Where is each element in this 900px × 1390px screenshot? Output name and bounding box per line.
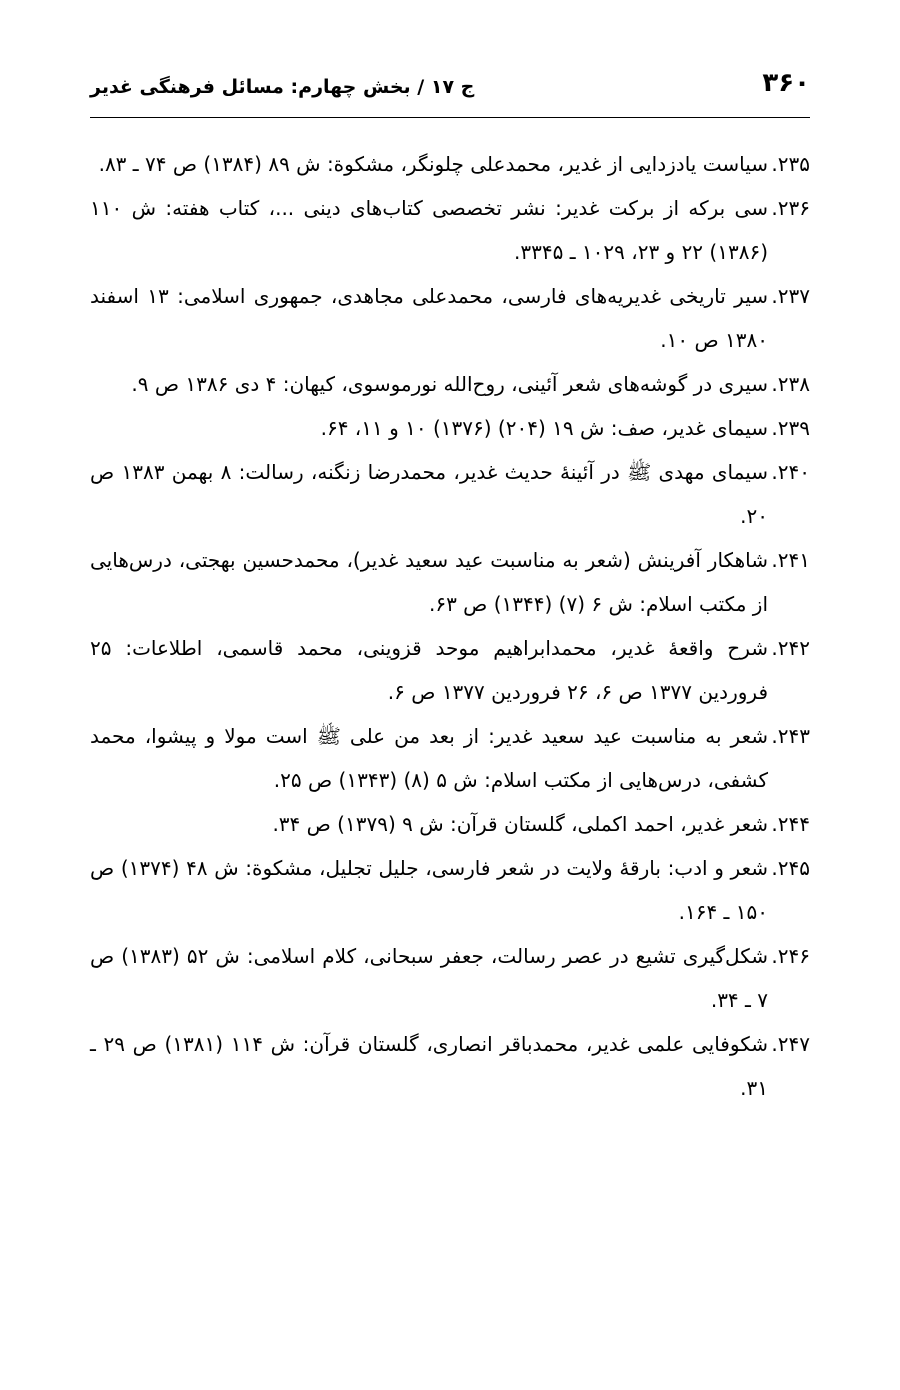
entry-text: شرح واقعهٔ غدیر، محمدابراهیم موحد قزوینی، محمد قاسمی، اطلاعات: ۲۵ فروردین ۱۳۷۷ ص ۶، ۲۶ فروردین ۱۳۷۷ ص ۶. bbox=[90, 636, 768, 704]
entry-text: شکوفایی علمی غدیر، محمدباقر انصاری، گلستان قرآن: ش ۱۱۴ (۱۳۸۱) ص ۲۹ ـ ۳۱. bbox=[90, 1032, 768, 1100]
page-number: ۳۶۰ bbox=[762, 68, 810, 98]
entry-number: ۲۳۸. bbox=[771, 372, 810, 396]
entry-number: ۲۳۹. bbox=[771, 416, 810, 440]
header-rule bbox=[90, 117, 810, 118]
entry-text: شعر و ادب: بارقهٔ ولایت در شعر فارسی، جلیل تجلیل، مشکوة: ش ۴۸ (۱۳۷۴) ص ۱۵۰ ـ ۱۶۴. bbox=[90, 856, 768, 924]
entry-text: سیمای مهدی ﷺ در آئینهٔ حدیث غدیر، محمدرضا زنگنه، رسالت: ۸ بهمن ۱۳۸۳ ص ۲۰. bbox=[90, 460, 768, 528]
entry-number: ۲۴۷. bbox=[771, 1032, 810, 1056]
bibliography-entry bbox=[90, 274, 810, 362]
entry-number: ۲۴۲. bbox=[771, 636, 810, 660]
entry-text: سیمای غدیر، صف: ش ۱۹ (۲۰۴) (۱۳۷۶) ۱۰ و ۱۱، ۶۴. bbox=[320, 416, 768, 440]
entry-text: سیری در گوشه‌های شعر آئینی، روح‌الله نورموسوی، کیهان: ۴ دی ۱۳۸۶ ص ۹. bbox=[131, 372, 768, 396]
bibliography-entry bbox=[90, 538, 810, 626]
bibliography-entry bbox=[90, 362, 810, 406]
running-title: ج ۱۷ / بخش چهارم: مسائل فرهنگی غدیر bbox=[90, 76, 475, 98]
entry-text: شکل‌گیری تشیع در عصر رسالت، جعفر سبحانی، کلام اسلامی: ش ۵۲ (۱۳۸۳) ص ۷ ـ ۳۴. bbox=[90, 944, 768, 1012]
entry-number: ۲۴۵. bbox=[771, 856, 810, 880]
bibliography-entry bbox=[90, 142, 810, 186]
entry-text: شعر غدیر، احمد اکملی، گلستان قرآن: ش ۹ (۱۳۷۹) ص ۳۴. bbox=[272, 812, 768, 836]
bibliography-entry bbox=[90, 406, 810, 450]
entry-text: سیاست یادزدایی از غدیر، محمدعلی چلونگر، مشکوة: ش ۸۹ (۱۳۸۴) ص ۷۴ ـ ۸۳. bbox=[98, 152, 768, 176]
page-header bbox=[90, 60, 810, 112]
bibliography-entry bbox=[90, 802, 810, 846]
bibliography-entry bbox=[90, 1022, 810, 1110]
entry-text: شاهکار آفرینش (شعر به مناسبت عید سعید غدیر)، محمدحسین بهجتی، درس‌هایی از مکتب اسلام: ش ۶ (۷) (۱۳۴۴) ص ۶۳. bbox=[90, 548, 768, 616]
entry-number: ۲۴۳. bbox=[771, 724, 810, 748]
entry-number: ۲۳۶. bbox=[771, 196, 810, 220]
entry-text: سیر تاریخی غدیریه‌های فارسی، محمدعلی مجاهدی، جمهوری اسلامی: ۱۳ اسفند ۱۳۸۰ ص ۱۰. bbox=[90, 284, 768, 352]
bibliography-entry bbox=[90, 934, 810, 1022]
entry-number: ۲۴۱. bbox=[771, 548, 810, 572]
bibliography-entry bbox=[90, 714, 810, 802]
entry-number: ۲۴۰. bbox=[771, 460, 810, 484]
bibliography-entry bbox=[90, 846, 810, 934]
entry-text: شعر به مناسبت عید سعید غدیر: از بعد من علی ﷺ است مولا و پیشوا، محمد کشفی، درس‌هایی از مکتب اسلام: ش ۵ (۸) (۱۳۴۳) ص ۲۵. bbox=[90, 724, 768, 792]
entry-text: سی برکه از برکت غدیر: نشر تخصصی کتاب‌های دینی ...، کتاب هفته: ش ۱۱۰ (۱۳۸۶) ۲۲ و ۲۳، ۱۰۲۹ ـ ۳۳۴۵. bbox=[90, 196, 768, 264]
entry-number: ۲۳۵. bbox=[771, 152, 810, 176]
entry-number: ۲۳۷. bbox=[771, 284, 810, 308]
bibliography-list bbox=[90, 142, 810, 1110]
entry-number: ۲۴۴. bbox=[771, 812, 810, 836]
bibliography-entry bbox=[90, 186, 810, 274]
bibliography-entry bbox=[90, 626, 810, 714]
bibliography-entry bbox=[90, 450, 810, 538]
entry-number: ۲۴۶. bbox=[771, 944, 810, 968]
